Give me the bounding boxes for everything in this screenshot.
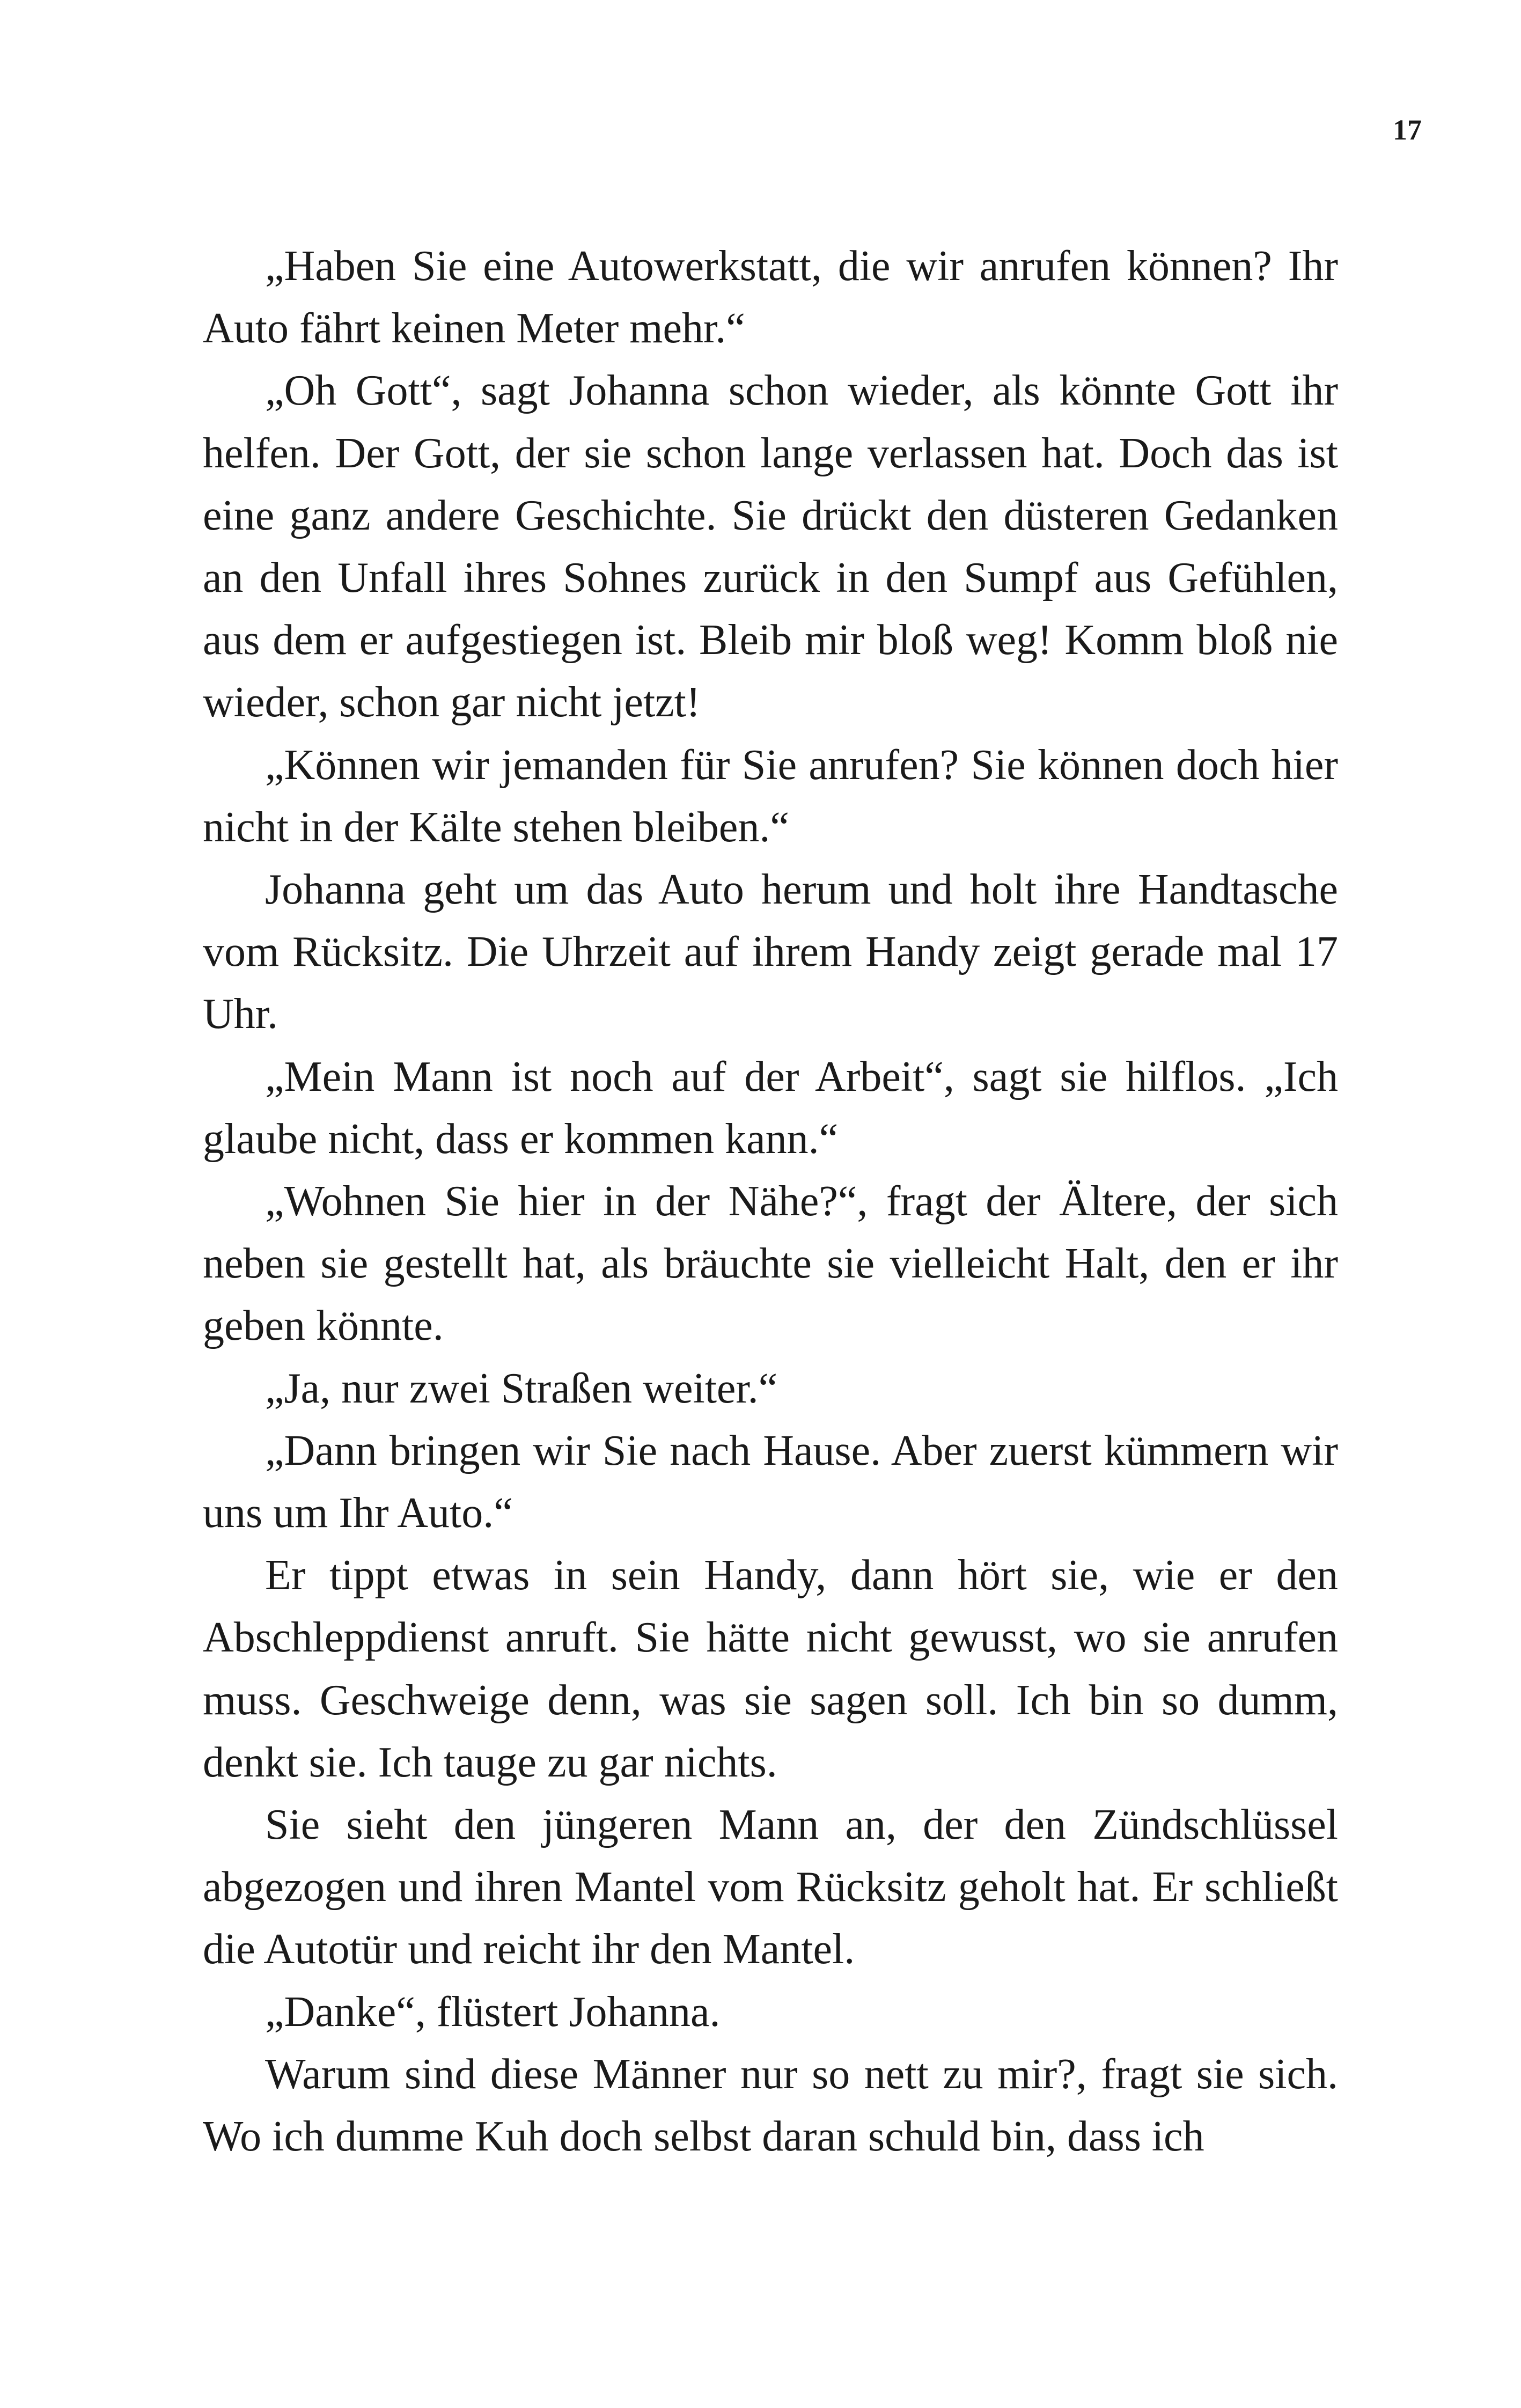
- paragraph-4: Johanna geht um das Auto herum und holt ihre Handtasche vom Rücksitz. Die Uhrzeit auf ihrem Handy zeigt gerade mal 17 Uhr.: [203, 866, 1338, 1038]
- paragraph-10: Sie sieht den jüngeren Mann an, der den Zündschlüssel abgezogen und ihren Mantel vom Rücksitz geholt hat. Er schließt die Autotür und reicht ihr den Mantel.: [203, 1801, 1338, 1973]
- paragraph-5: „Mein Mann ist noch auf der Arbeit“, sagt sie hilflos. „Ich glaube nicht, dass er kommen kann.“: [203, 1053, 1338, 1163]
- paragraph-3: „Können wir jemanden für Sie anrufen? Sie können doch hier nicht in der Kälte stehen bleiben.“: [203, 741, 1338, 851]
- body-text: [203, 235, 1338, 2168]
- page-number: 17: [1393, 114, 1422, 146]
- paragraph-7: „Ja, nur zwei Straßen weiter.“: [265, 1364, 778, 1412]
- paragraph-8: „Dann bringen wir Sie nach Hause. Aber zuerst kümmern wir uns um Ihr Auto.“: [203, 1427, 1338, 1537]
- paragraph-11: „Danke“, flüstert Johanna.: [265, 1988, 721, 2036]
- paragraph-12: Warum sind diese Männer nur so nett zu mir?, fragt sie sich. Wo ich dumme Kuh doch selbst daran schuld bin, dass ich: [203, 2050, 1338, 2161]
- paragraph-2: „Oh Gott“, sagt Johanna schon wieder, als könnte Gott ihr helfen. Der Gott, der sie schon lange verlassen hat. Doch das ist eine ganz andere Geschichte. Sie drückt den düsteren Gedanken an den Unfall ihres Sohnes zurück in den Sumpf aus Gefühlen, aus dem er aufgestiegen ist. Bleib mir bloß weg! Komm bloß nie wieder, schon gar nicht jetzt!: [203, 367, 1338, 726]
- paragraph-6: „Wohnen Sie hier in der Nähe?“, fragt der Ältere, der sich neben sie gestellt hat, als bräuchte sie vielleicht Halt, den er ihr geben könnte.: [203, 1178, 1338, 1350]
- paragraph-1: „Haben Sie eine Autowerkstatt, die wir anrufen können? Ihr Auto fährt keinen Meter mehr.“: [203, 243, 1338, 353]
- paragraph-9: Er tippt etwas in sein Handy, dann hört sie, wie er den Abschleppdienst anruft. Sie hätte nicht gewusst, wo sie anrufen muss. Geschweige denn, was sie sagen soll. Ich bin so dumm, denkt sie. Ich tauge zu gar nichts.: [203, 1552, 1338, 1786]
